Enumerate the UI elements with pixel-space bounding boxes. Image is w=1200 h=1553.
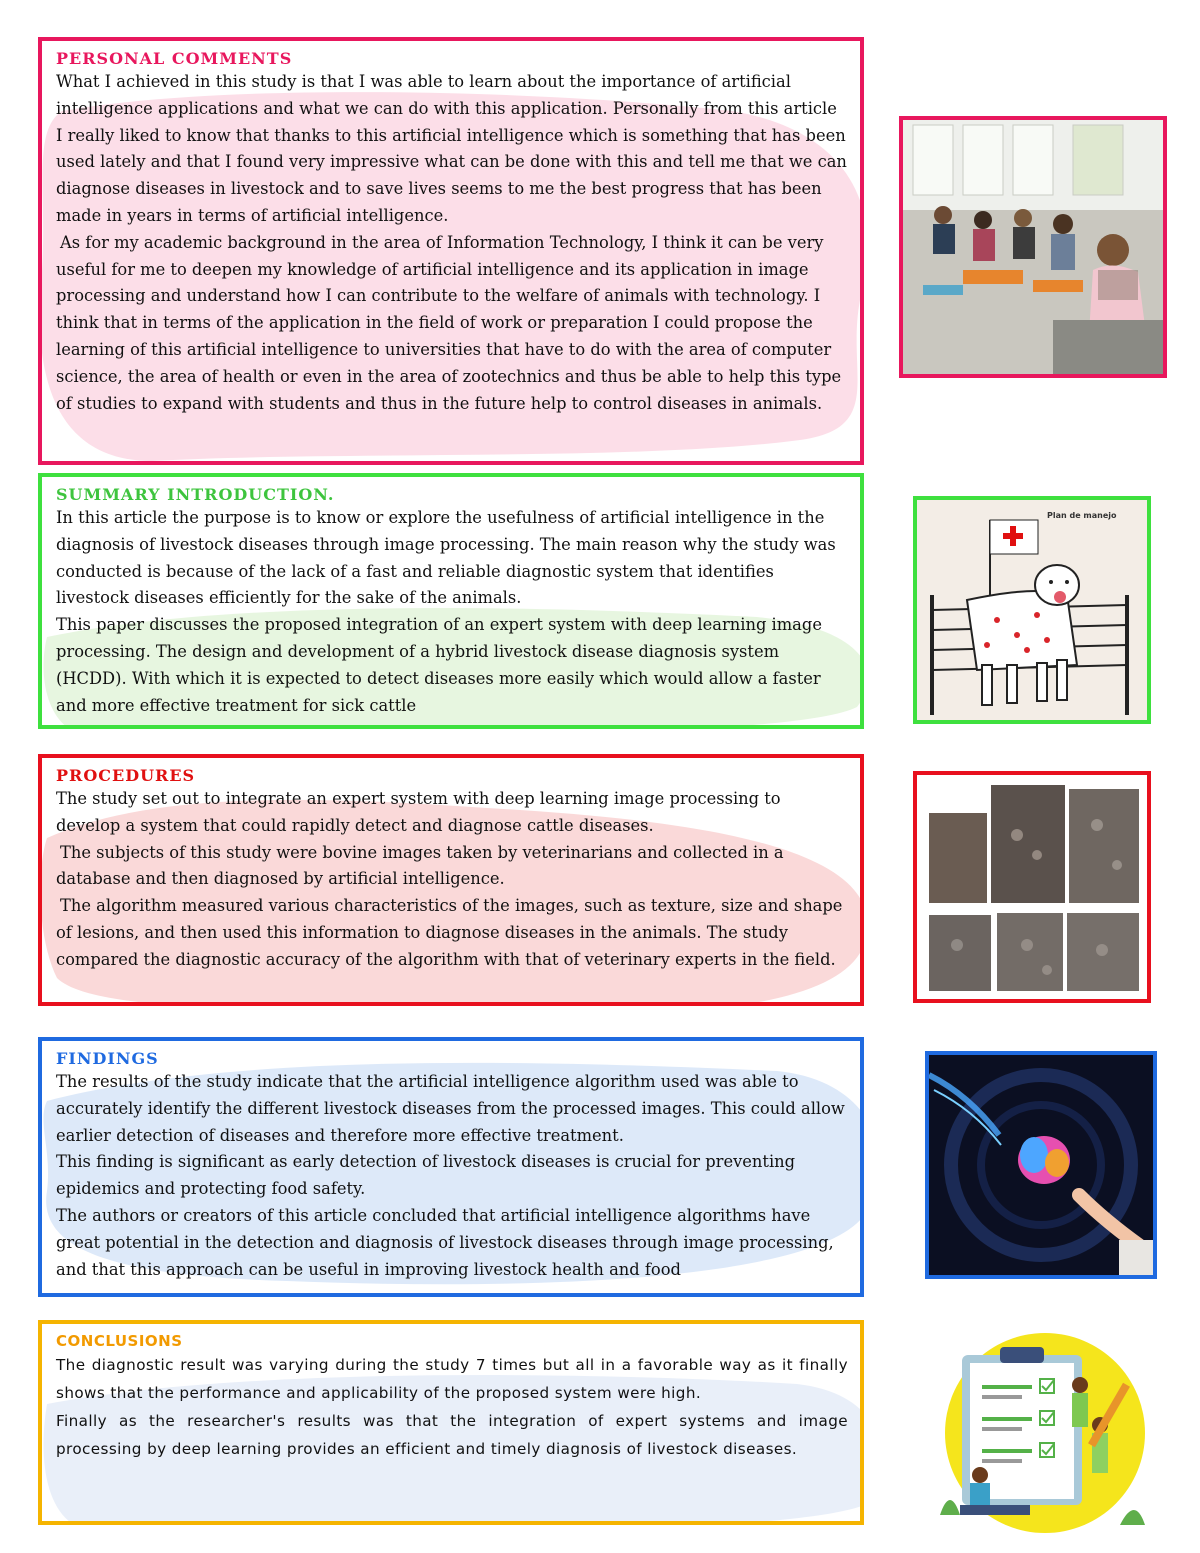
lesion-photo-grid [913,771,1151,1003]
section-title: PROCEDURES [56,766,196,785]
section-title: FINDINGS [56,1049,159,1068]
paragraph: The authors or creators of this article concluded that artificial intelligence algorithms have great potential in the detection and diagnosis of livestock diseases through image processing, and that this approach can be useful in improving livestock health and food [56,1205,834,1279]
paragraph: The subjects of this study were bovine images taken by veterinarians and collected in a database and then diagnosed by artificial intelligence. [56,842,784,889]
paragraph: Finally as the researcher's results was that the integration of expert systems and image processing by deep learning provides an efficient and timely diagnosis of livestock diseases. [56,1412,848,1458]
paragraph: The study set out to integrate an expert system with deep learning image processing to develop a system that could rapidly detect and diagnose cattle diseases. [56,789,781,835]
procedures-panel [38,754,864,1006]
paragraph: The diagnostic result was varying during the study 7 times but all in a favorable way as it finally shows that the performance and applicability of the proposed system were high. [56,1356,848,1402]
paragraph: This paper discusses the proposed integration of an expert system with deep learning image processing. The design and development of a hybrid livestock disease diagnosis system (HCDD). With which it is expected to detect diseases more easily which would allow a faster and more effective treatment for sick cattle [56,615,822,715]
paragraph: The algorithm measured various characteristics of the images, such as texture, size and shape of lesions, and then used this information to diagnose diseases in the animals. The study compared the diagnostic accuracy of the algorithm with that of veterinary experts in the field. [56,896,843,969]
personal-comments-panel [38,37,864,465]
cow-illustration [913,496,1151,724]
paragraph: The results of the study indicate that the artificial intelligence algorithm used was able to accurately identify the different livestock diseases from the processed images. This could allow earlier detection of diseases and therefore more effective treatment. [56,1072,845,1145]
checklist-illustration [930,1325,1158,1535]
paragraph: In this article the purpose is to know or explore the usefulness of artificial intelligence in the diagnosis of livestock diseases through image processing. The main reason why the study was conducted is because of the lack of a fast and reliable diagnostic system that identifies livestock diseases efficiently for the sake of the animals. [56,508,836,608]
section-title: CONCLUSIONS [56,1332,183,1350]
section-title: PERSONAL COMMENTS [56,49,293,68]
paragraph: As for my academic background in the area of Information Technology, I think it can be very useful for me to deepen my knowledge of artificial intelligence and its application in image processing and understand how I can contribute to the welfare of animals with technology. I think that in terms of the application in the field of work or preparation I could propose the learning of this artificial intelligence to universities that have to do with the area of computer science, the area of health or even in the area of zootechnics and thus be able to help this type of studies to expand with students and thus in the future help to control diseases in animals. [56,232,842,413]
summary-introduction-panel [38,473,864,729]
conclusions-panel [38,1320,864,1525]
sign-label: Plan de manejo [1047,511,1117,520]
paragraph: What I achieved in this study is that I was able to learn about the importance of artificial intelligence applications and what we can do with this application. Personally from this article I really liked to know that thanks to this artificial intelligence which is something that has been used lately and that I found very impressive what can be done with this and tell me that we can diagnose diseases in livestock and to save lives seems to me the best progress that has been made in years in terms of artificial intelligence. [56,72,847,225]
section-title: SUMMARY INTRODUCTION. [56,485,335,504]
findings-panel [38,1037,864,1297]
ai-brain-image [925,1051,1157,1279]
paragraph: This finding is significant as early detection of livestock diseases is crucial for preventing epidemics and protecting food safety. [56,1152,796,1199]
classroom-photo [899,116,1167,378]
